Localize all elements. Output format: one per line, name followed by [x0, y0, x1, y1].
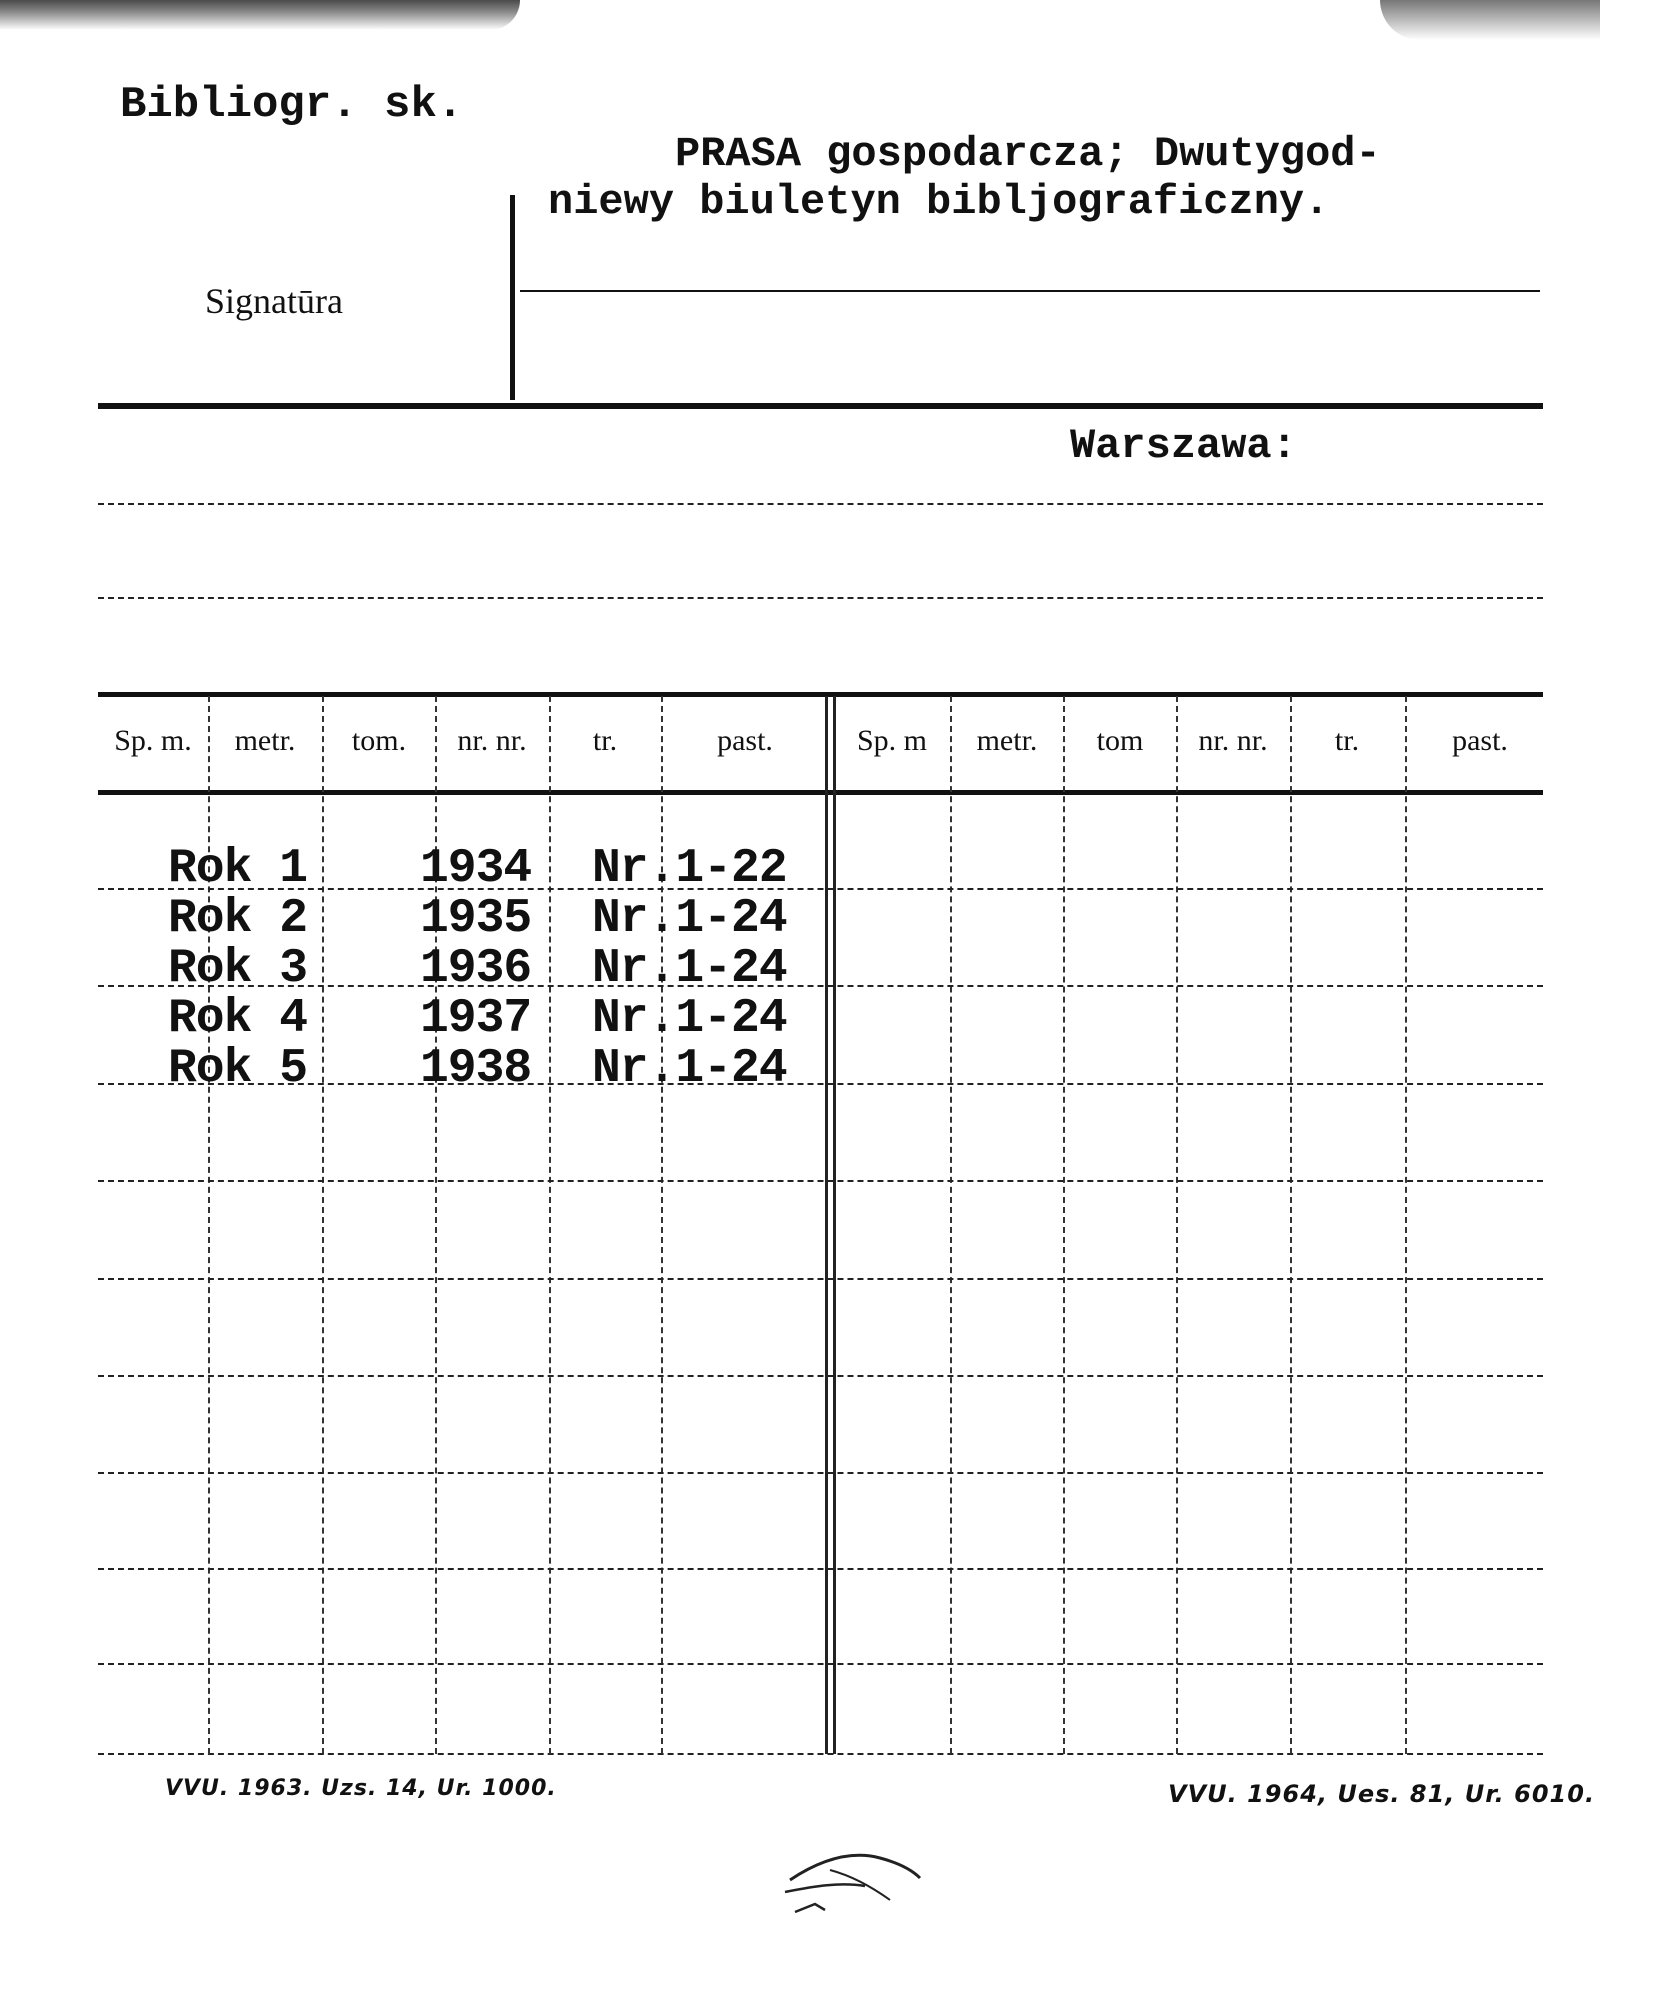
- header-tom: tom.: [351, 724, 407, 757]
- signature-label: Signatūra: [205, 281, 343, 321]
- scan-smudge-left: [0, 0, 520, 30]
- class-mark: Bibliogr. sk.: [120, 80, 464, 130]
- header-nr-nr-right: nr. nr.: [1198, 724, 1268, 757]
- holding-year-5: 1938: [420, 1042, 532, 1096]
- header-tr: tr.: [592, 724, 618, 757]
- holding-year-2: 1935: [420, 892, 532, 946]
- col-line: [322, 696, 324, 1754]
- header-past: past.: [717, 724, 773, 757]
- center-double-line: [833, 696, 836, 1754]
- title-line-1: PRASA gospodarcza; Dwutygod-: [675, 130, 1381, 178]
- handwritten-note-right: VVU. 1964, Ues. 81, Ur. 6010.: [1168, 1780, 1596, 1808]
- header-nr-nr: nr. nr.: [457, 724, 527, 757]
- pencil-scribble: [770, 1830, 930, 1920]
- table-bottom-rule: [98, 1753, 1543, 1755]
- title-line-2: niewy biuletyn bibljograficzny.: [548, 178, 1330, 226]
- holding-rok-2: Rok 2: [168, 892, 308, 946]
- holding-year-1: 1934: [420, 842, 532, 896]
- table-top-rule: [98, 692, 1543, 697]
- col-line: [549, 696, 551, 1754]
- holding-nr-1: Nr.1-22: [592, 842, 787, 896]
- row-line: [98, 1663, 1543, 1665]
- holding-nr-4: Nr.1-24: [592, 992, 787, 1046]
- row-line: [98, 985, 1543, 987]
- row-line: [98, 1083, 1543, 1085]
- col-line: [1063, 696, 1065, 1754]
- row-line: [98, 1180, 1543, 1182]
- signature-divider: [510, 195, 515, 400]
- col-line: [1405, 696, 1407, 1754]
- header-metr-right: metr.: [976, 724, 1038, 757]
- row-line: [98, 1278, 1543, 1280]
- col-line: [950, 696, 952, 1754]
- header-past-right: past.: [1452, 724, 1508, 757]
- holding-nr-5: Nr.1-24: [592, 1042, 787, 1096]
- place-label: Warszawa:: [1070, 422, 1297, 470]
- header-metr: metr.: [234, 724, 296, 757]
- col-line: [1176, 696, 1178, 1754]
- row-line: [98, 1568, 1543, 1570]
- col-line: [1290, 696, 1292, 1754]
- row-line: [98, 1375, 1543, 1377]
- table-header-rule: [98, 790, 1543, 795]
- holding-rok-1: Rok 1: [168, 842, 308, 896]
- imprint-line-2: [98, 597, 1543, 599]
- header-tom-right: tom: [1096, 724, 1144, 757]
- header-sp-m-right: Sp. m: [856, 724, 928, 757]
- header-sp-m: Sp. m.: [114, 724, 192, 757]
- header-rule: [98, 403, 1543, 409]
- holding-nr-2: Nr.1-24: [592, 892, 787, 946]
- holding-rok-3: Rok 3: [168, 942, 308, 996]
- center-double-line: [825, 696, 828, 1754]
- holding-year-4: 1937: [420, 992, 532, 1046]
- holding-rok-4: Rok 4: [168, 992, 308, 1046]
- holding-rok-5: Rok 5: [168, 1042, 308, 1096]
- header-tr-right: tr.: [1334, 724, 1360, 757]
- title-rule: [520, 290, 1540, 292]
- row-line: [98, 888, 1543, 890]
- imprint-line-1: [98, 503, 1543, 505]
- row-line: [98, 1472, 1543, 1474]
- holding-year-3: 1936: [420, 942, 532, 996]
- scan-smudge-right: [1380, 0, 1600, 40]
- handwritten-note-left: VVU. 1963. Uzs. 14, Ur. 1000.: [165, 1776, 557, 1801]
- holding-nr-3: Nr.1-24: [592, 942, 787, 996]
